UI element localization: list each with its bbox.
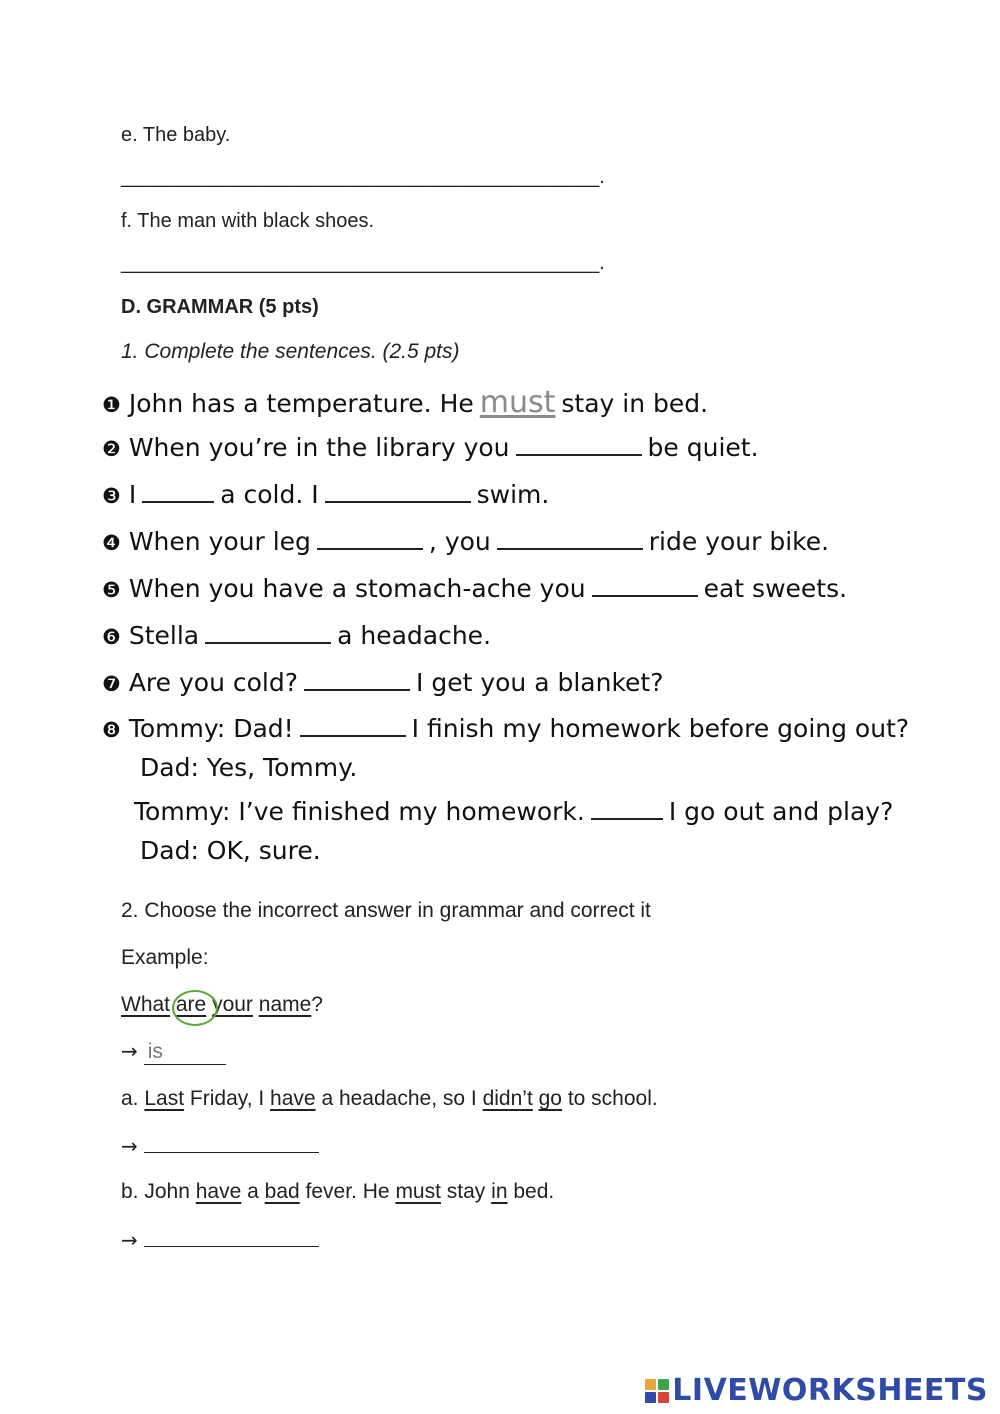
item-e-answer-line[interactable]: ___________________________________________.: [121, 166, 605, 188]
arrow-icon: →: [121, 1134, 138, 1158]
part1-title: 1. Complete the sentences. (2.5 pts): [121, 340, 460, 363]
example-word-2-circled: are: [175, 993, 207, 1016]
number-1-icon: ❶: [102, 393, 121, 417]
sentence-2-blank[interactable]: [516, 432, 642, 456]
sentence-5: [102, 573, 847, 603]
sentence-2-before: When you’re in the library you: [128, 433, 510, 462]
logo-square-4: [658, 1392, 669, 1403]
sentence-4: [102, 526, 829, 556]
sentence-8-line-3-after: I go out and play?: [668, 797, 894, 826]
sentence-5-after: eat sweets.: [703, 574, 848, 603]
item-b-word-3[interactable]: must: [395, 1180, 441, 1203]
sentence-3-blank-1[interactable]: [142, 479, 214, 503]
logo-square-2: [658, 1379, 669, 1390]
logo-square-1: [645, 1379, 656, 1390]
sentence-6-before: Stella: [128, 621, 200, 650]
sentence-6-after: a headache.: [337, 621, 492, 650]
sentence-2: [102, 432, 759, 462]
example-sentence: [121, 993, 323, 1017]
sentence-7-blank[interactable]: [304, 667, 410, 691]
sentence-3-after: swim.: [476, 480, 550, 509]
item-a-word-1[interactable]: Last: [144, 1087, 185, 1110]
item-b-text-3: stay: [446, 1180, 486, 1203]
sentence-4-blank-1[interactable]: [317, 526, 423, 550]
example-end: ?: [311, 993, 323, 1016]
part2-title: 2. Choose the incorrect answer in grammar and correct it: [121, 899, 651, 922]
item-b-prefix: b. John: [121, 1180, 190, 1203]
item-a-word-4[interactable]: go: [538, 1087, 562, 1110]
liveworksheets-logo-icon: [645, 1379, 669, 1403]
example-label: Example:: [121, 946, 209, 969]
example-answer: is: [144, 1040, 226, 1065]
item-b-sentence: [121, 1180, 554, 1204]
example-word-3: your: [212, 993, 253, 1016]
number-8-icon: ❽: [102, 718, 121, 742]
sentence-7: [102, 667, 664, 697]
number-7-icon: ❼: [102, 672, 121, 696]
sentence-4-middle: , you: [428, 527, 491, 556]
item-a-text-2: a headache, so I: [321, 1087, 477, 1110]
sentence-5-before: When you have a stomach-ache you: [128, 574, 586, 603]
item-b-text-2: fever. He: [305, 1180, 390, 1203]
sentence-8-line-3: [134, 796, 893, 826]
item-b-answer-row: [121, 1226, 319, 1253]
sentence-1-after: stay in bed.: [561, 389, 709, 418]
sentence-1: [102, 385, 708, 420]
sentence-4-after: ride your bike.: [648, 527, 830, 556]
logo-square-3: [645, 1392, 656, 1403]
item-b-text-4: bed.: [513, 1180, 555, 1203]
liveworksheets-logo[interactable]: [645, 1373, 988, 1408]
sentence-8-blank-2[interactable]: [591, 796, 663, 820]
item-a-text-3: to school.: [567, 1087, 658, 1110]
sentence-1-before: John has a temperature. He: [128, 389, 474, 418]
sentence-2-after: be quiet.: [647, 433, 759, 462]
number-4-icon: ❹: [102, 531, 121, 555]
item-a-answer-row: [121, 1132, 319, 1159]
item-a-prefix: a.: [121, 1087, 139, 1110]
item-b-word-1[interactable]: have: [195, 1180, 242, 1203]
item-a-word-3[interactable]: didn’t: [482, 1087, 533, 1110]
sentence-5-blank[interactable]: [592, 573, 698, 597]
example-answer-row: [121, 1039, 226, 1065]
number-5-icon: ❺: [102, 578, 121, 602]
item-a-text-1: Friday, I: [189, 1087, 265, 1110]
sentence-8-line-1-before: Tommy: Dad!: [128, 714, 294, 743]
sentence-8-blank-1[interactable]: [300, 713, 406, 737]
item-e-prompt: e. The baby.: [121, 124, 231, 146]
sentence-3: [102, 479, 549, 509]
number-6-icon: ❻: [102, 625, 121, 649]
section-d-heading: D. GRAMMAR (5 pts): [121, 296, 319, 318]
sentence-1-answer[interactable]: must: [479, 385, 556, 420]
sentence-7-before: Are you cold?: [128, 668, 298, 697]
item-a-answer-blank[interactable]: [144, 1132, 319, 1153]
sentence-3-middle: a cold. I: [220, 480, 319, 509]
sentence-6-blank[interactable]: [205, 620, 331, 644]
example-word-4: name: [258, 993, 312, 1016]
number-2-icon: ❷: [102, 437, 121, 461]
sentence-8-line-2: Dad: Yes, Tommy.: [140, 753, 358, 782]
number-3-icon: ❸: [102, 484, 121, 508]
item-b-word-2[interactable]: bad: [264, 1180, 300, 1203]
sentence-8-line-1: [102, 713, 909, 743]
sentence-4-before: When your leg: [128, 527, 311, 556]
sentence-3-blank-2[interactable]: [325, 479, 471, 503]
item-a-word-2[interactable]: have: [270, 1087, 316, 1110]
arrow-icon: →: [121, 1228, 138, 1252]
sentence-3-before: I: [128, 480, 137, 509]
sentence-8-line-1-after: I finish my homework before going out?: [411, 714, 910, 743]
sentence-4-blank-2[interactable]: [497, 526, 643, 550]
sentence-6: [102, 620, 491, 650]
item-b-word-4[interactable]: in: [491, 1180, 508, 1203]
item-b-answer-blank[interactable]: [144, 1226, 319, 1247]
sentence-8-line-3-before: Tommy: I’ve finished my homework.: [134, 797, 585, 826]
logo-text: LIVEWORKSHEETS: [672, 1373, 988, 1408]
arrow-icon: →: [121, 1039, 138, 1063]
item-a-sentence: [121, 1087, 658, 1111]
sentence-7-after: I get you a blanket?: [416, 668, 664, 697]
item-f-prompt: f. The man with black shoes.: [121, 210, 375, 232]
item-f-answer-line[interactable]: ___________________________________________.: [121, 252, 605, 274]
sentence-8-line-4: Dad: OK, sure.: [140, 836, 321, 865]
item-b-text-1: a: [247, 1180, 259, 1203]
example-word-1: What: [121, 993, 171, 1016]
